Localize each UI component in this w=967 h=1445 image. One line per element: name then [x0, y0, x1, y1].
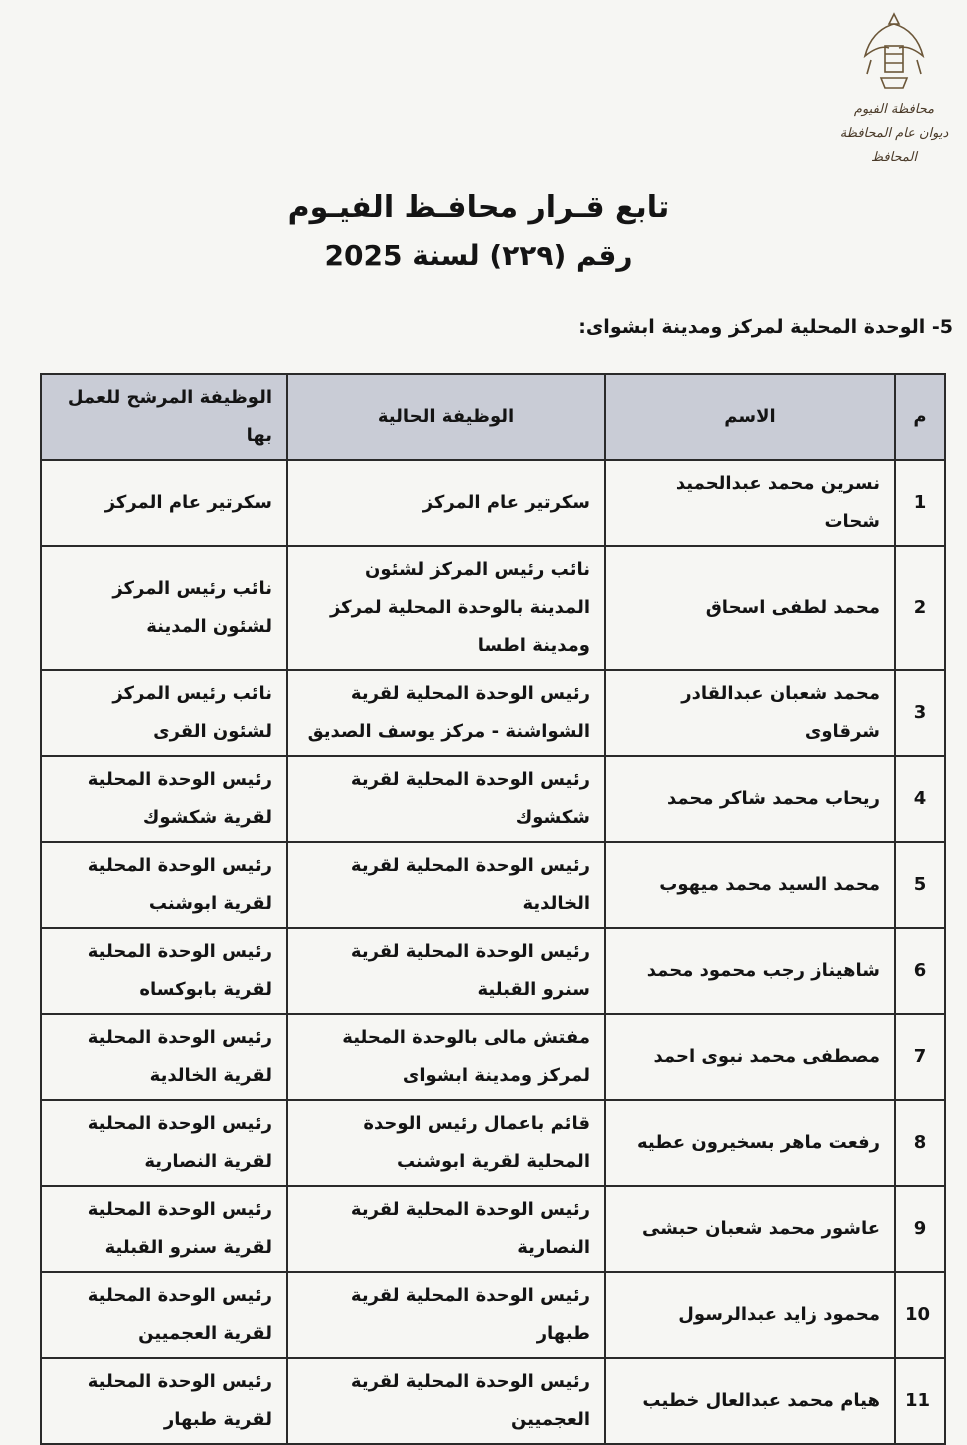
- emblem-line-3: المحافظ: [871, 150, 917, 165]
- row-candidate-job: رئيس الوحدة المحلية لقرية العجميين: [41, 1272, 287, 1358]
- row-current-job: رئيس الوحدة المحلية لقرية الشواشنة - مركز يوسف الصديق: [287, 670, 605, 756]
- row-current-job: رئيس الوحدة المحلية لقرية طبهار: [287, 1272, 605, 1358]
- table-row: [41, 546, 945, 670]
- row-number: 5: [895, 842, 945, 928]
- row-candidate-job: نائب رئيس المركز لشئون المدينة: [41, 546, 287, 670]
- table-row: [41, 1100, 945, 1186]
- table-row: [41, 928, 945, 1014]
- table-header-row: [41, 374, 945, 460]
- row-number: 1: [895, 460, 945, 546]
- governorate-emblem: [839, 8, 949, 198]
- row-candidate-job: نائب رئيس المركز لشئون القرى: [41, 670, 287, 756]
- column-header-current-job: الوظيفة الحالية: [287, 374, 605, 460]
- row-number: 11: [895, 1358, 945, 1444]
- row-number: 6: [895, 928, 945, 1014]
- decision-title: تابع قـرار محافـظ الفيـوم: [287, 190, 670, 225]
- row-name: شاهيناز رجب محمود محمد: [605, 928, 895, 1014]
- row-number: 4: [895, 756, 945, 842]
- decision-number: رقم (٢٢٩) لسنة 2025: [324, 239, 633, 272]
- row-name: هيام محمد عبدالعال خطيب: [605, 1358, 895, 1444]
- row-candidate-job: رئيس الوحدة المحلية لقرية ابوشنب: [41, 842, 287, 928]
- row-current-job: رئيس الوحدة المحلية لقرية شكشوك: [287, 756, 605, 842]
- row-name: محمد شعبان عبدالقادر شرقاوى: [605, 670, 895, 756]
- row-current-job: رئيس الوحدة المحلية لقرية النصارية: [287, 1186, 605, 1272]
- column-header-candidate-job: الوظيفة المرشح للعمل بها: [41, 374, 287, 460]
- emblem-line-2: ديوان عام المحافظة: [839, 126, 949, 141]
- row-candidate-job: رئيس الوحدة المحلية لقرية طبهار: [41, 1358, 287, 1444]
- table-row: [41, 756, 945, 842]
- row-number: 3: [895, 670, 945, 756]
- row-current-job: رئيس الوحدة المحلية لقرية سنرو القبلية: [287, 928, 605, 1014]
- row-current-job: رئيس الوحدة المحلية لقرية الخالدية: [287, 842, 605, 928]
- table-row: [41, 842, 945, 928]
- row-number: 8: [895, 1100, 945, 1186]
- row-name: عاشور محمد شعبان حبشى: [605, 1186, 895, 1272]
- row-current-job: رئيس الوحدة المحلية لقرية العجميين: [287, 1358, 605, 1444]
- row-number: 2: [895, 546, 945, 670]
- row-current-job: سكرتير عام المركز: [287, 460, 605, 546]
- table-row: [41, 670, 945, 756]
- row-name: محمد السيد محمد ميهوب: [605, 842, 895, 928]
- row-candidate-job: رئيس الوحدة المحلية لقرية شكشوك: [41, 756, 287, 842]
- row-candidate-job: رئيس الوحدة المحلية لقرية بابوكساه: [41, 928, 287, 1014]
- section-title: 5- الوحدة المحلية لمركز ومدينة ابشواى:: [578, 316, 953, 338]
- row-candidate-job: رئيس الوحدة المحلية لقرية الخالدية: [41, 1014, 287, 1100]
- row-name: محمد لطفى اسحاق: [605, 546, 895, 670]
- row-name: رفعت ماهر بسخيرون عطيه: [605, 1100, 895, 1186]
- row-candidate-job: سكرتير عام المركز: [41, 460, 287, 546]
- column-header-name: الاسم: [605, 374, 895, 460]
- row-current-job: مفتش مالى بالوحدة المحلية لمركز ومدينة ابشواى: [287, 1014, 605, 1100]
- row-number: 9: [895, 1186, 945, 1272]
- table-row: [41, 460, 945, 546]
- eagle-emblem-icon: [859, 8, 929, 98]
- table-row: [41, 1014, 945, 1100]
- row-name: نسرين محمد عبدالحميد شحات: [605, 460, 895, 546]
- row-name: ريحاب محمد شاكر محمد: [605, 756, 895, 842]
- row-current-job: قائم باعمال رئيس الوحدة المحلية لقرية ابوشنب: [287, 1100, 605, 1186]
- row-number: 7: [895, 1014, 945, 1100]
- table-row: [41, 1272, 945, 1358]
- table-row: [41, 1186, 945, 1272]
- row-name: محمود زايد عبدالرسول: [605, 1272, 895, 1358]
- table-row: [41, 1358, 945, 1444]
- row-current-job: نائب رئيس المركز لشئون المدينة بالوحدة المحلية لمركز ومدينة اطسا: [287, 546, 605, 670]
- appointments-table: [40, 373, 946, 1445]
- decision-header: [0, 190, 967, 272]
- row-number: 10: [895, 1272, 945, 1358]
- emblem-line-1: محافظة الفيوم: [853, 102, 935, 117]
- column-header-number: م: [895, 374, 945, 460]
- row-candidate-job: رئيس الوحدة المحلية لقرية سنرو القبلية: [41, 1186, 287, 1272]
- row-name: مصطفى محمد نبوى احمد: [605, 1014, 895, 1100]
- row-candidate-job: رئيس الوحدة المحلية لقرية النصارية: [41, 1100, 287, 1186]
